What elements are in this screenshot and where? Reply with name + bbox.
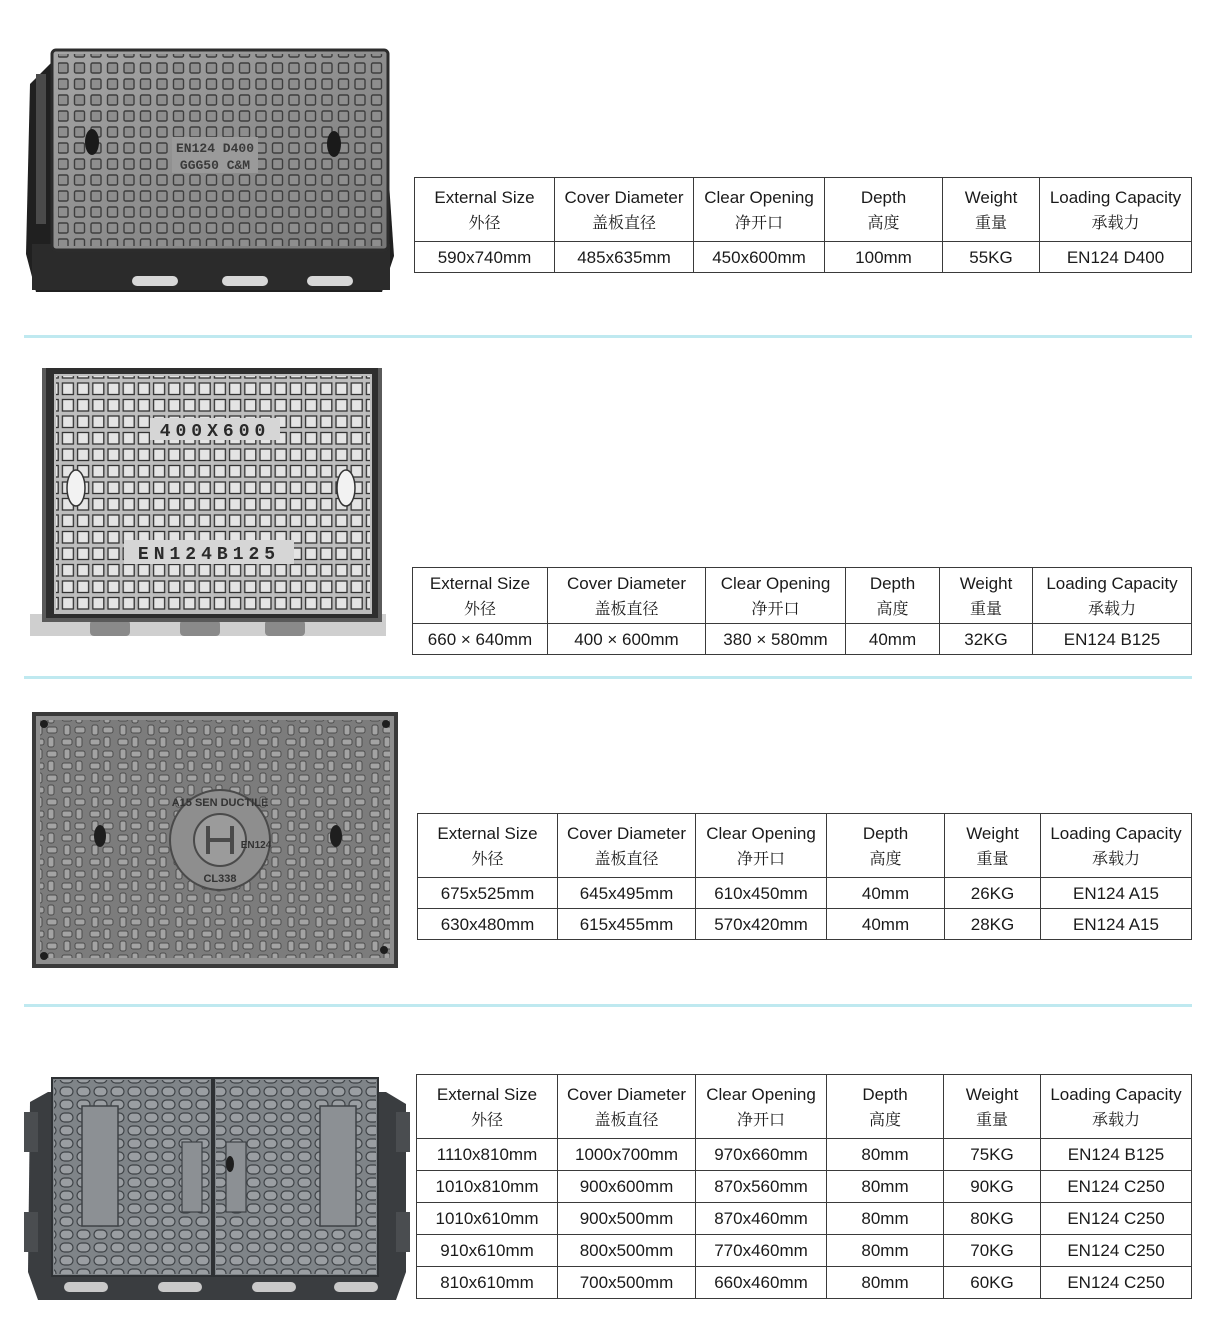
cell-depth: 80mm (827, 1203, 944, 1235)
cell-weight: 80KG (944, 1203, 1041, 1235)
product-2-spec-table (412, 567, 1192, 655)
cell-loading-capacity: EN124 C250 (1041, 1235, 1192, 1267)
product-3-marking-arc-bottom: CL338 (203, 873, 237, 885)
cell-cover-diameter: 400 × 600mm (548, 624, 706, 655)
cell-weight: 55KG (943, 242, 1040, 273)
cell-loading-capacity: EN124 C250 (1041, 1203, 1192, 1235)
cell-clear-opening: 380 × 580mm (706, 624, 846, 655)
header-cover-diameter: Cover Diameter 盖板直径 (558, 1075, 696, 1139)
header-external-size: External Size 外径 (413, 568, 548, 624)
cell-depth: 40mm (846, 624, 940, 655)
table-row (417, 1235, 1192, 1267)
cell-weight: 26KG (945, 878, 1041, 909)
cell-external-size: 630x480mm (418, 909, 558, 940)
table-row (415, 242, 1192, 273)
cell-depth: 40mm (827, 878, 945, 909)
product-3-marking-arc-right: EN124 (240, 840, 272, 851)
header-clear-opening: Clear Opening 净开口 (706, 568, 846, 624)
cell-weight: 90KG (944, 1171, 1041, 1203)
product-4-image (24, 1072, 410, 1302)
product-3-image (32, 712, 400, 970)
cell-weight: 60KG (944, 1267, 1041, 1299)
cell-cover-diameter: 700x500mm (558, 1267, 696, 1299)
cell-weight: 70KG (944, 1235, 1041, 1267)
cell-loading-capacity: EN124 A15 (1041, 909, 1192, 940)
cell-loading-capacity: EN124 C250 (1041, 1171, 1192, 1203)
header-external-size: External Size 外径 (417, 1075, 558, 1139)
section-divider (24, 335, 1192, 338)
header-loading-capacity: Loading Capacity 承载力 (1033, 568, 1192, 624)
product-4-spec-table (416, 1074, 1192, 1299)
cell-depth: 80mm (827, 1171, 944, 1203)
cell-depth: 80mm (827, 1267, 944, 1299)
cell-external-size: 1110x810mm (417, 1139, 558, 1171)
product-1-marking-line-2: GGG50 C&M (179, 158, 251, 173)
header-depth: Depth 高度 (827, 814, 945, 878)
header-depth: Depth 高度 (827, 1075, 944, 1139)
header-weight: Weight 重量 (940, 568, 1033, 624)
cell-external-size: 910x610mm (417, 1235, 558, 1267)
cell-depth: 100mm (825, 242, 943, 273)
product-3-spec-table (417, 813, 1192, 940)
header-cover-diameter: Cover Diameter 盖板直径 (558, 814, 696, 878)
cell-external-size: 590x740mm (415, 242, 555, 273)
table-row (417, 1267, 1192, 1299)
table-row (417, 1139, 1192, 1171)
cell-cover-diameter: 645x495mm (558, 878, 696, 909)
cell-external-size: 1010x810mm (417, 1171, 558, 1203)
cell-loading-capacity: EN124 D400 (1040, 242, 1192, 273)
header-loading-capacity: Loading Capacity 承载力 (1040, 178, 1192, 242)
header-weight: Weight 重量 (943, 178, 1040, 242)
cell-weight: 28KG (945, 909, 1041, 940)
cell-loading-capacity: EN124 A15 (1041, 878, 1192, 909)
cell-cover-diameter: 615x455mm (558, 909, 696, 940)
cell-cover-diameter: 900x500mm (558, 1203, 696, 1235)
cell-clear-opening: 660x460mm (696, 1267, 827, 1299)
product-2-marking-size: 400X600 (159, 422, 271, 442)
cell-clear-opening: 610x450mm (696, 878, 827, 909)
header-depth: Depth 高度 (825, 178, 943, 242)
cell-depth: 40mm (827, 909, 945, 940)
product-1-marking-line-1: EN124 D400 (175, 141, 255, 156)
cell-loading-capacity: EN124 B125 (1041, 1139, 1192, 1171)
cell-cover-diameter: 900x600mm (558, 1171, 696, 1203)
table-row (417, 1171, 1192, 1203)
section-divider (24, 1004, 1192, 1007)
header-depth: Depth 高度 (846, 568, 940, 624)
cell-loading-capacity: EN124 C250 (1041, 1267, 1192, 1299)
header-weight: Weight 重量 (945, 814, 1041, 878)
cell-cover-diameter: 800x500mm (558, 1235, 696, 1267)
cell-depth: 80mm (827, 1235, 944, 1267)
header-cover-diameter: Cover Diameter 盖板直径 (555, 178, 694, 242)
header-clear-opening: Clear Opening 净开口 (696, 1075, 827, 1139)
cell-depth: 80mm (827, 1139, 944, 1171)
cell-clear-opening: 770x460mm (696, 1235, 827, 1267)
header-external-size: External Size 外径 (415, 178, 555, 242)
header-weight: Weight 重量 (944, 1075, 1041, 1139)
header-loading-capacity: Loading Capacity 承载力 (1041, 1075, 1192, 1139)
cell-external-size: 1010x610mm (417, 1203, 558, 1235)
table-row (417, 1203, 1192, 1235)
cell-clear-opening: 870x560mm (696, 1171, 827, 1203)
cell-cover-diameter: 1000x700mm (558, 1139, 696, 1171)
cell-weight: 75KG (944, 1139, 1041, 1171)
product-2-image (30, 364, 386, 640)
cell-external-size: 675x525mm (418, 878, 558, 909)
cell-external-size: 660 × 640mm (413, 624, 548, 655)
product-2-marking-standard: EN124B125 (137, 545, 281, 565)
header-cover-diameter: Cover Diameter 盖板直径 (548, 568, 706, 624)
product-3-marking-arc-top: A15 SEN DUCTILE (171, 797, 269, 809)
section-divider (24, 676, 1192, 679)
header-external-size: External Size 外径 (418, 814, 558, 878)
table-row (413, 624, 1192, 655)
cell-cover-diameter: 485x635mm (555, 242, 694, 273)
table-row (418, 878, 1192, 909)
header-clear-opening: Clear Opening 净开口 (696, 814, 827, 878)
cell-external-size: 810x610mm (417, 1267, 558, 1299)
cell-clear-opening: 450x600mm (694, 242, 825, 273)
cell-clear-opening: 570x420mm (696, 909, 827, 940)
header-clear-opening: Clear Opening 净开口 (694, 178, 825, 242)
cell-clear-opening: 870x460mm (696, 1203, 827, 1235)
header-loading-capacity: Loading Capacity 承载力 (1041, 814, 1192, 878)
cell-weight: 32KG (940, 624, 1033, 655)
cell-loading-capacity: EN124 B125 (1033, 624, 1192, 655)
cell-clear-opening: 970x660mm (696, 1139, 827, 1171)
product-1-spec-table (414, 177, 1192, 273)
product-1-image (22, 44, 398, 294)
table-row (418, 909, 1192, 940)
